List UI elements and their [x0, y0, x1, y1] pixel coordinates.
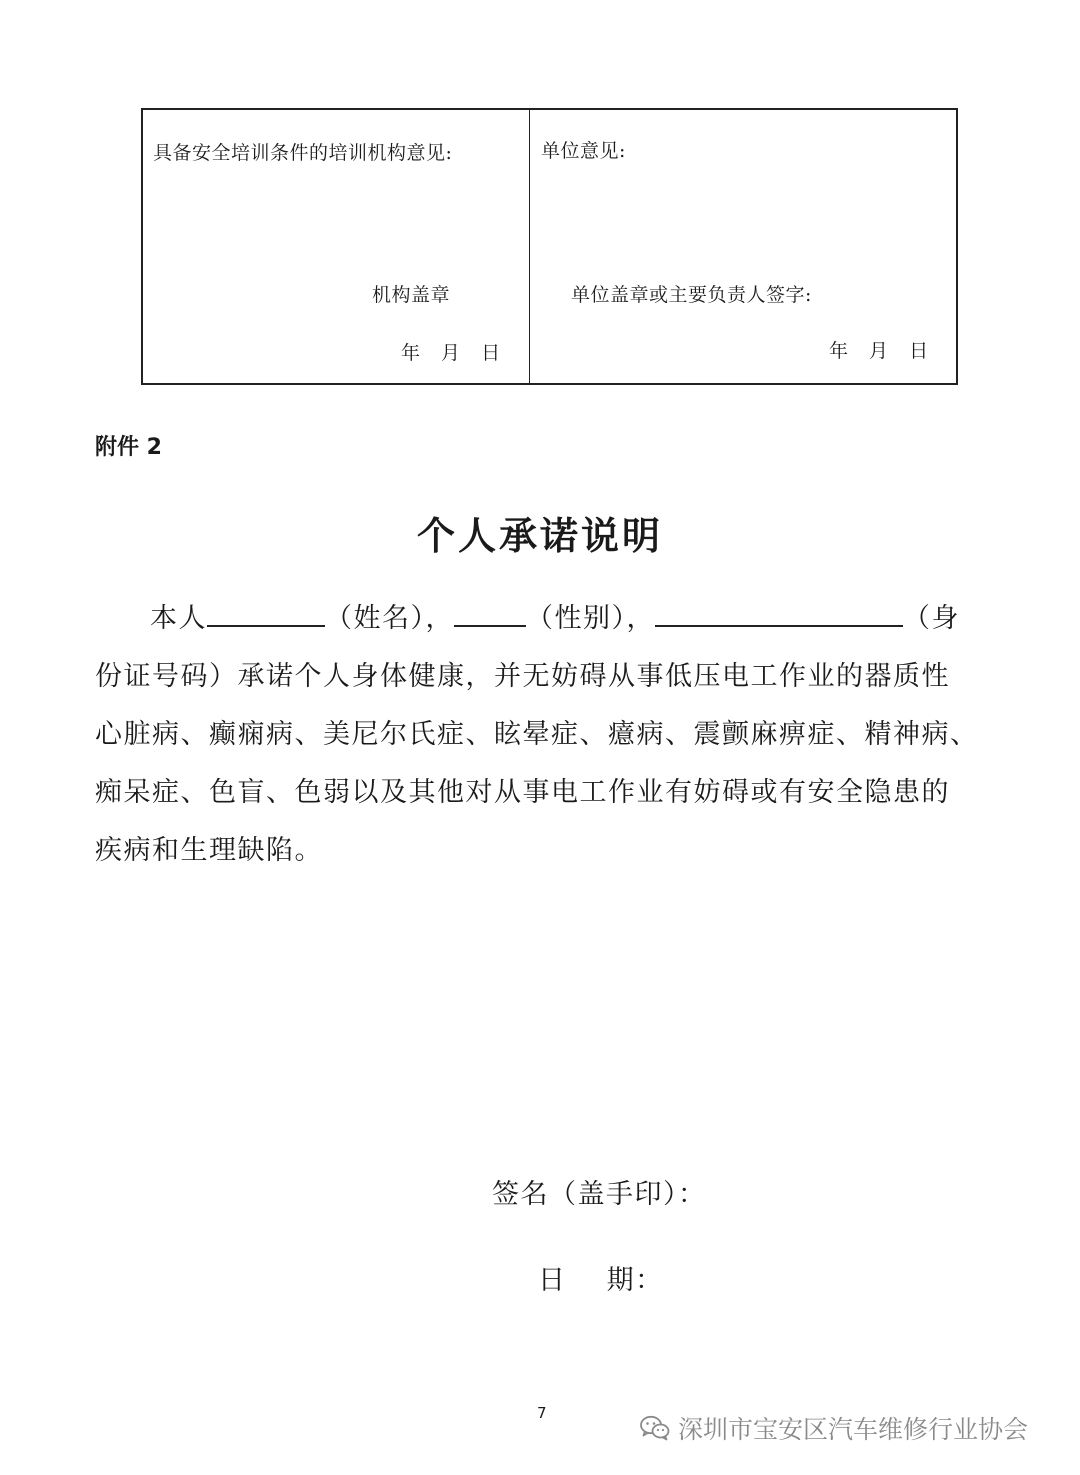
id-number-blank: [655, 603, 903, 627]
watermark-text: 深圳市宝安区汽车维修行业协会: [678, 1415, 1029, 1444]
opinion-table: [141, 108, 958, 385]
page-title: 个人承诺说明: [416, 514, 663, 558]
pledge-text: （身: [903, 603, 960, 634]
pledge-text: （性别），: [526, 603, 655, 634]
signature-label: 签名（盖手印）：: [492, 1179, 707, 1210]
pledge-line-3: 心脏病、癫痫病、美尼尔氏症、眩晕症、癔病、震颤麻痹症、精神病、: [95, 719, 979, 750]
employer-date-label: 年 月 日: [829, 340, 929, 362]
training-institution-opinion-label: 具备安全培训条件的培训机构意见:: [153, 142, 453, 164]
watermark: [640, 1408, 1028, 1448]
pledge-line-2: 份证号码）承诺个人身体健康，并无妨碍从事低压电工作业的器质性: [95, 661, 950, 692]
pledge-line-1: [150, 596, 960, 635]
employer-seal-label: 单位盖章或主要负责人签字:: [571, 284, 812, 306]
attachment-label: 附件 2: [95, 435, 162, 460]
date-label: 日 期：: [538, 1265, 664, 1296]
employer-opinion-label: 单位意见:: [541, 140, 626, 162]
page-number: 7: [537, 1404, 547, 1422]
name-blank: [207, 603, 325, 627]
gender-blank: [454, 603, 526, 627]
pledge-text: 本人: [150, 603, 207, 634]
institution-date-label: 年 月 日: [401, 342, 501, 364]
pledge-text: （姓名），: [325, 603, 454, 634]
institution-seal-label: 机构盖章: [372, 284, 451, 306]
pledge-line-5: 疾病和生理缺陷。: [95, 835, 323, 866]
pledge-line-4: 痴呆症、色盲、色弱以及其他对从事电工作业有妨碍或有安全隐患的: [95, 777, 950, 808]
table-divider: [529, 110, 530, 383]
wechat-icon: [640, 1415, 670, 1441]
